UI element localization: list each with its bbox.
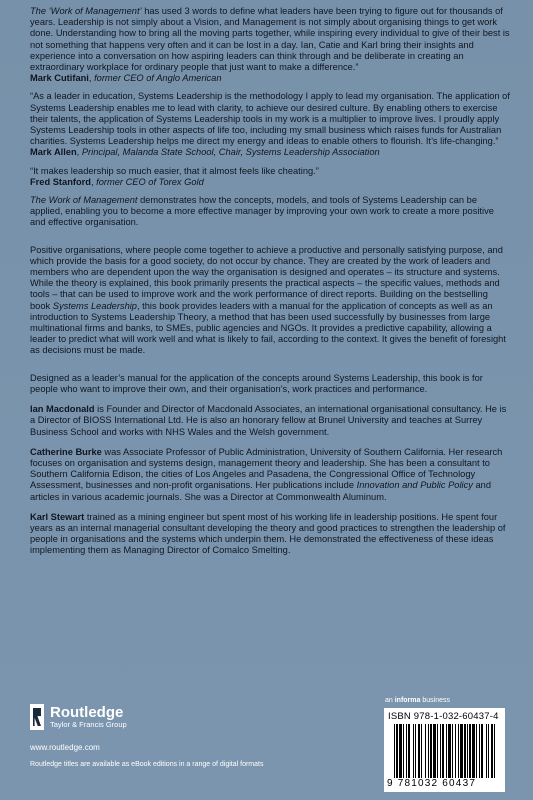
publisher-group: Taylor & Francis Group xyxy=(50,720,127,729)
endorser-role: former CEO of Torex Gold xyxy=(96,176,204,187)
endorser-name: Fred Stanford xyxy=(30,176,91,187)
endorser-name: Mark Cutifani xyxy=(30,73,89,84)
description-paragraph-1: Positive organisations, where people come together to achieve a productive and personally satisfying purpose, and which provide the basis for a good society, do not occur by chance. They are created by the work of leaders and members who are dependent upon the way the organisation is designed and operates – its structure and systems. While the theory is explained, this book primarily presents the practical aspects – the specific values, methods and tools – that can be used to improve work and the work performance of direct reports. Building on the bestselling book Systems Leadership, this book provides leaders with a manual for the application of concepts as well as an introduction to Systems Leadership Theory, a method that has been used successfully by businesses from large multinational firms and banks, to SMEs, public agencies and NGOs. It provides a predictive capability, allowing a leader to predict what will work well and what is likely to fail, according to the context. It gives the benefit of foresight as decisions must be made. xyxy=(30,244,506,356)
isbn-number: ISBN 978-1-032-60437-4 xyxy=(388,711,499,722)
endorsement-3: “It makes leadership so much easier, that it almost feels like cheating.” Fred Stanford, former CEO of Torex Gold xyxy=(30,165,319,187)
routledge-r-icon xyxy=(30,704,44,730)
isbn-barcode xyxy=(384,708,505,792)
endorser-name: Mark Allen xyxy=(30,147,77,158)
author-bio-stewart: Karl Stewart trained as a mining engineer but spent most of his working life in leadership positions. He spent four years as an internal managerial consultant developing the theory and good practices to strengthen the leadership of people in organisations and the systems which underpin them. He demonstrated the effectiveness of these ideas implementing them as Managing Director of Comalco Smelting. xyxy=(30,511,506,556)
barcode-bars xyxy=(394,724,498,778)
summary-book-title: The Work of Management xyxy=(30,195,138,206)
book-summary: The Work of Management demonstrates how the concepts, models, and tools of Systems Leadership can be applied, enabling you to become a more effective manager by improving your own work to create a more positive and effective organisation. xyxy=(30,195,494,228)
quote-book-title: The ‘Work of Management’ xyxy=(30,6,142,16)
author-bio-macdonald: Ian Macdonald is Founder and Director of Macdonald Associates, an international organisational consultancy. He is a Director of BIOSS International Ltd. He is also an honorary fellow at Brunel University and teaches at Surrey Business School and works with NHS Wales and the Welsh government. xyxy=(30,404,507,437)
publisher-url[interactable]: www.routledge.com xyxy=(30,743,100,752)
endorsement-2: “As a leader in education, Systems Leadership is the methodology I apply to lead my organisation. The application of Systems Leadership enables me to lead with clarity, to achieve our desired culture. By enabling others to exercise their talents, the application of Systems Leadership tools in my work is a multiplier to improve lives. I proudly apply Systems Leadership tools in other aspects of life too, including my small business which raises funds for Australian charities. Systems Leadership helps me direct my energy and ideas to enable others to flourish. It’s life-changing.” Mark Allen, Principal, Malanda State School, Chair, Systems Leadership Association xyxy=(30,91,510,158)
endorser-role: Principal, Malanda State School, Chair, Systems Leadership Association xyxy=(81,147,380,158)
barcode-digits: 9 781032 60437 xyxy=(387,778,477,789)
endorsement-1: The ‘Work of Management’ has used 3 words to define what leaders have been trying to figure out for thousands of years. Leadership is not simply about a Vision, and Management is not simply about organising things to get work done. Understanding how to bring all the moving parts together, while inspiring every individual to give of their best is not something that happens very often and it can be lost in a day. Ian, Catie and Karl bring their insights and experience into a conversation on how aspiring leaders can think through and be deliberate in creating an extraordinary workplace for ordinary people that just want to make a difference.” Mark Cutifani, former CEO of Anglo American xyxy=(30,6,510,84)
author-bio-burke: Catherine Burke was Associate Professor of Public Administration, University of Southern California. Her research focuses on organisation and systems design, management theory and leadership. She has been a consultant to Southern California Edison, the cities of Los Angeles and Pasadena, the Congressional Office of Technology Assessment, businesses and non-profit organisations. Her publications include Innovation and Public Policy and articles in various academic journals. She was a Director at Commonwealth Aluminum. xyxy=(30,446,503,502)
author-name: Catherine Burke xyxy=(30,446,102,457)
description-paragraph-2: Designed as a leader’s manual for the application of the concepts around Systems Leadership, this book is for people who want to improve their own, and their organisation’s, work practices and performance. xyxy=(30,372,483,394)
ebook-note: Routledge titles are available as eBook editions in a range of digital formats xyxy=(30,761,264,768)
informa-business-label: an informa business xyxy=(385,697,450,704)
author-name: Ian Macdonald xyxy=(30,404,95,415)
publisher-name: Routledge xyxy=(50,704,124,721)
author-name: Karl Stewart xyxy=(30,511,85,522)
routledge-logo xyxy=(30,704,127,730)
back-cover-content xyxy=(30,6,510,566)
endorser-role: former CEO of Anglo American xyxy=(94,73,222,84)
